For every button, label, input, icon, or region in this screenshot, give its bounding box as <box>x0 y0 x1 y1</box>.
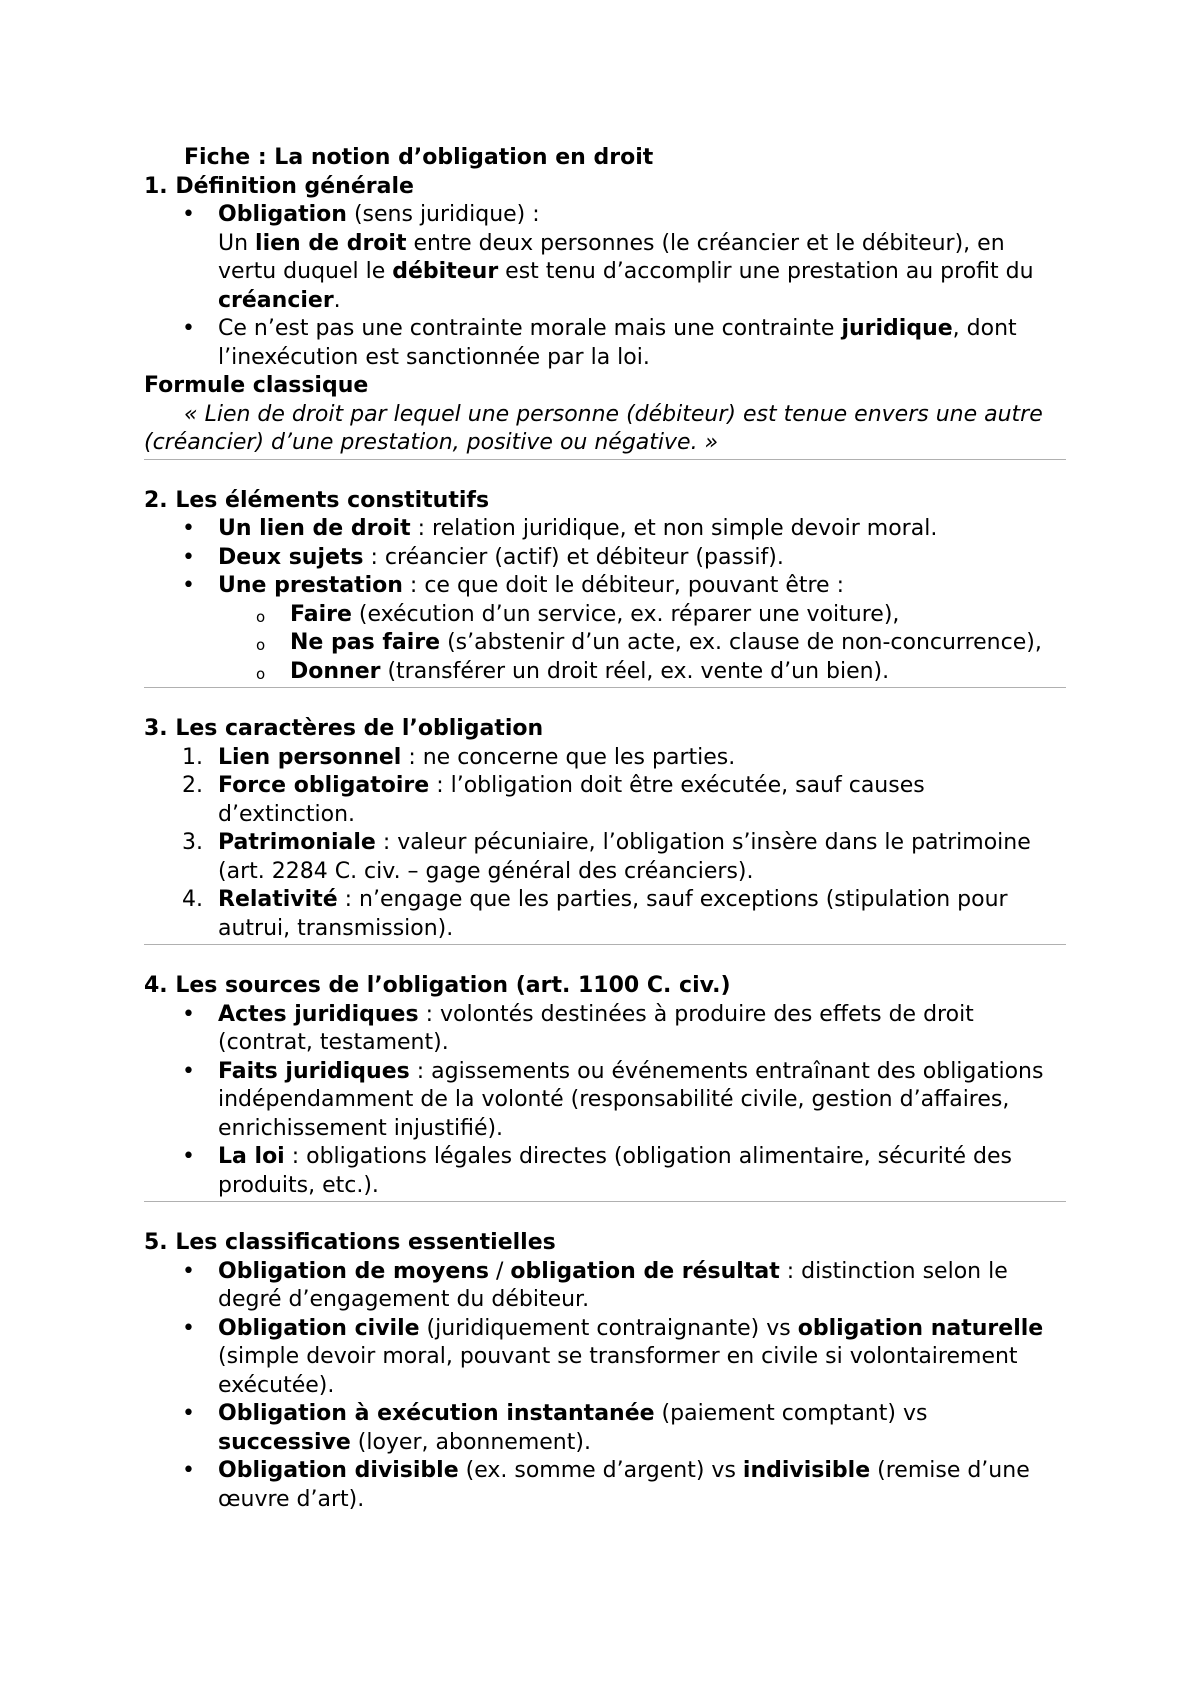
page-title: Fiche : La notion d’obligation en droit <box>184 145 654 170</box>
list-item: • Obligation de moyens / obligation de résultat : distinction selon le degré d’engagement du débiteur. <box>144 1258 1066 1315</box>
formule-quote: « Lien de droit par lequel une personne (débiteur) est tenue envers une autre (créancier) d’une prestation, positive ou négative. » <box>144 401 1043 455</box>
section-3-heading: 3. Les caractères de l’obligation <box>144 716 544 741</box>
list-item: • Obligation (sens juridique) : Un lien de droit entre deux personnes (le créancier et le débiteur), en vertu duquel le débiteur est tenu d’accomplir une prestation au profit du créancier. <box>144 201 1066 315</box>
list-item: • Ce n’est pas une contrainte morale mais une contrainte juridique, dont l’inexécution est sanctionnée par la loi. <box>144 315 1066 372</box>
list-item: 2. Force obligatoire : l’obligation doit être exécutée, sauf causes d’extinction. <box>182 773 925 827</box>
list-item: • Une prestation : ce que doit le débiteur, pouvant être : <box>144 572 1066 601</box>
sublist-item: o Faire (exécution d’un service, ex. réparer une voiture), <box>144 601 1066 630</box>
divider <box>144 944 1066 945</box>
list-item: • Obligation civile (juridiquement contraignante) vs obligation naturelle (simple devoir moral, pouvant se transformer en civile si volontairement exécutée). <box>144 1315 1066 1401</box>
divider <box>144 687 1066 688</box>
document-content <box>144 144 1066 1514</box>
section-5-list <box>144 1258 1066 1515</box>
formule-heading: Formule classique <box>144 373 369 398</box>
section-2-list <box>144 515 1066 601</box>
list-item: • La loi : obligations légales directes (obligation alimentaire, sécurité des produits, etc.). <box>144 1143 1066 1200</box>
section-3-list <box>144 744 1066 944</box>
list-item: • Obligation divisible (ex. somme d’argent) vs indivisible (remise d’une œuvre d’art). <box>144 1457 1066 1514</box>
sublist-item: o Ne pas faire (s’abstenir d’un acte, ex. clause de non-concurrence), <box>144 629 1066 658</box>
section-4-list <box>144 1001 1066 1201</box>
divider <box>144 1201 1066 1202</box>
list-item: 1. Lien personnel : ne concerne que les parties. <box>182 744 736 770</box>
list-item: • Obligation à exécution instantanée (paiement comptant) vs successive (loyer, abonnement). <box>144 1400 1066 1457</box>
list-item: • Actes juridiques : volontés destinées à produire des effets de droit (contrat, testament). <box>144 1001 1066 1058</box>
list-item: • Un lien de droit : relation juridique, et non simple devoir moral. <box>144 515 1066 544</box>
section-2-sublist <box>144 601 1066 687</box>
list-item: 4. Relativité : n’engage que les parties, sauf exceptions (stipulation pour autrui, transmission). <box>182 887 1008 941</box>
section-4-heading: 4. Les sources de l’obligation (art. 1100 C. civ.) <box>144 973 731 998</box>
term: Obligation <box>218 202 347 227</box>
section-1-list <box>144 201 1066 372</box>
section-1-heading: 1. Définition générale <box>144 173 414 199</box>
sublist-item: o Donner (transférer un droit réel, ex. vente d’un bien). <box>144 658 1066 687</box>
list-item: • Faits juridiques : agissements ou événements entraînant des obligations indépendamment de la volonté (responsabilité civile, gestion d’affaires, enrichissement injustifié). <box>144 1058 1066 1144</box>
divider <box>144 459 1066 460</box>
section-2-heading: 2. Les éléments constitutifs <box>144 487 490 513</box>
list-item: 3. Patrimoniale : valeur pécuniaire, l’obligation s’insère dans le patrimoine (art. 2284 C. civ. – gage général des créanciers). <box>182 830 1031 884</box>
section-5-heading: 5. Les classifications essentielles <box>144 1230 556 1255</box>
list-item: • Deux sujets : créancier (actif) et débiteur (passif). <box>144 544 1066 573</box>
